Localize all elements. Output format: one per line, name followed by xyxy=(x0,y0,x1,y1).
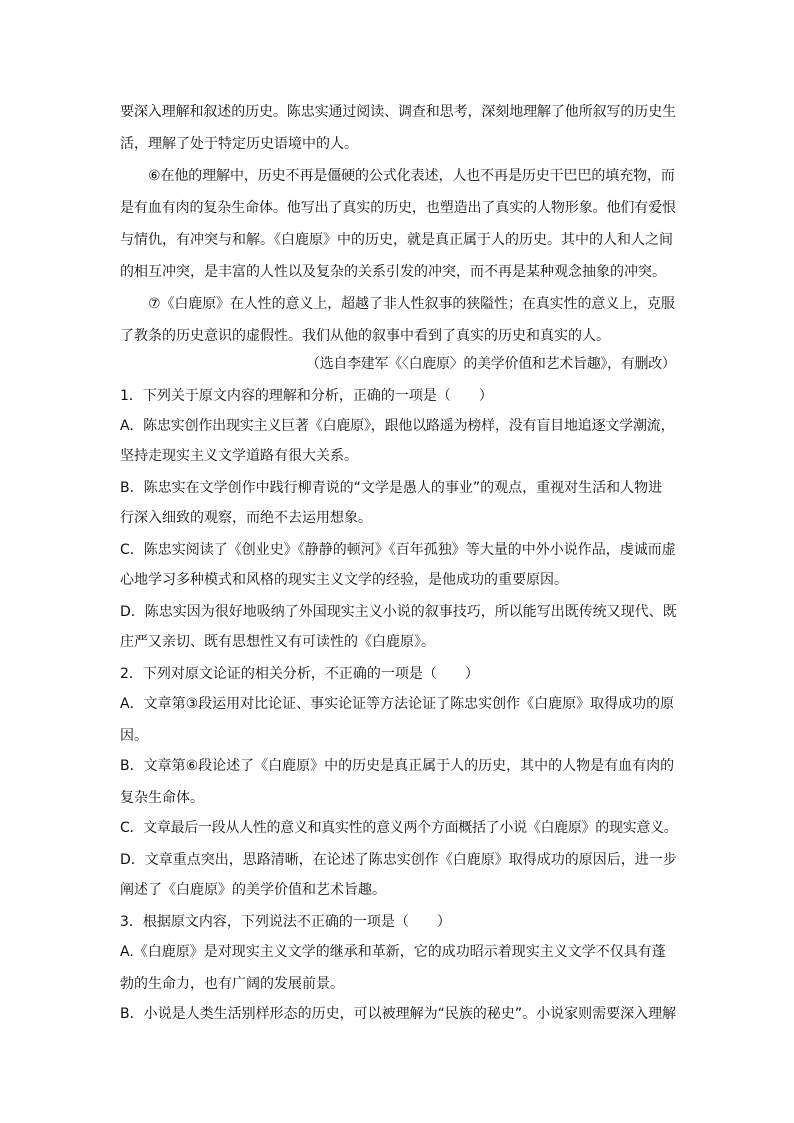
passage-line: 的相互冲突，是丰富的人性以及复杂的关系引发的冲突，而不再是某种观念抽象的冲突。 xyxy=(120,264,666,280)
question-1-option-c: C．陈忠实阅读了《创业史》《静静的顿河》《百年孤独》等大量的中外小说作品，虔诚而虚 xyxy=(120,542,676,558)
question-1-option-d-cont: 庄严又亲切、既有思想性又有可读性的《白鹿原》。 xyxy=(120,634,435,650)
question-2-stem: 2．下列对原文论证的相关分析，不正确的一项是（ ） xyxy=(120,666,479,682)
passage-line: 活，理解了处于特定历史语境中的人。 xyxy=(120,136,358,152)
passage-paragraph-6-start: ⑥在他的理解中，历史不再是僵硬的公式化表述，人也不再是历史干巴巴的填充物，而 xyxy=(148,168,675,184)
question-2-option-a-cont: 因。 xyxy=(120,728,148,744)
question-1-option-d: D．陈忠实因为很好地吸纳了外国现实主义小说的叙事技巧，所以能写出既传统又现代、既 xyxy=(120,604,677,620)
question-1-option-b-cont: 行深入细致的观察，而绝不去运用想象。 xyxy=(120,510,372,526)
question-2-option-b-cont: 复杂生命体。 xyxy=(120,790,204,806)
passage-line: 是有血有肉的复杂生命体。他写出了真实的历史，也塑造出了真实的人物形象。他们有爱恨 xyxy=(120,200,676,216)
question-2-option-a: A．文章第③段运用对比论证、事实论证等方法论证了陈忠实创作《白鹿原》取得成功的原 xyxy=(120,696,675,712)
passage-line: 与情仇，有冲突与和解。《白鹿原》中的历史，就是真正属于人的历史。其中的人和人之间 xyxy=(120,232,673,248)
question-1-option-a: A．陈忠实创作出现实主义巨著《白鹿原》，跟他以路遥为榜样，没有盲目地追逐文学潮流， xyxy=(120,418,675,434)
question-1-option-b: B．陈忠实在文学创作中践行柳青说的“文学是愚人的事业”的观点，重视对生活和人物进 xyxy=(120,480,663,496)
passage-paragraph-7-start: ⑦《白鹿原》在人性的意义上，超越了非人性叙事的狭隘性；在真实性的意义上，克服 xyxy=(148,296,675,312)
question-3-stem: 3．根据原文内容，下列说法不正确的一项是（ ） xyxy=(120,914,451,930)
question-3-option-a: A.《白鹿原》是对现实主义文学的继承和革新，它的成功昭示着现实主义文学不仅具有蓬 xyxy=(120,944,666,960)
passage-line: 要深入理解和叙述的历史。陈忠实通过阅读、调查和思考，深刻地理解了他所叙写的历史生 xyxy=(120,104,676,120)
passage-line: 了教条的历史意识的虚假性。我们从他的叙事中看到了真实的历史和真实的人。 xyxy=(120,328,610,344)
question-2-option-b: B．文章第⑥段论述了《白鹿原》中的历史是真正属于人的历史，其中的人物是有血有肉的 xyxy=(120,758,675,774)
source-citation: （选自李建军《〈白鹿原〉的美学价值和艺术旨趣》，有删改） xyxy=(306,356,676,372)
question-3-option-b: B．小说是人类生活别样形态的历史，可以被理解为“民族的秘史”。小说家则需要深入理解 xyxy=(120,1006,677,1022)
question-1-option-a-cont: 坚持走现实主义文学道路有很大关系。 xyxy=(120,448,358,464)
question-1-stem: 1．下列关于原文内容的理解和分析，正确的一项是（ ） xyxy=(120,388,493,404)
question-3-option-a-cont: 勃的生命力，也有广阔的发展前景。 xyxy=(120,976,344,992)
question-2-option-c: C．文章最后一段从人性的意义和真实性的意义两个方面概括了小说《白鹿原》的现实意义。 xyxy=(120,820,678,836)
question-2-option-d-cont: 阐述了《白鹿原》的美学价值和艺术旨趣。 xyxy=(120,882,386,898)
question-1-option-c-cont: 心地学习多种模式和风格的现实主义文学的经验，是他成功的重要原因。 xyxy=(120,572,568,588)
question-2-option-d: D．文章重点突出，思路清晰，在论述了陈忠实创作《白鹿原》取得成功的原因后，进一步 xyxy=(120,852,677,868)
